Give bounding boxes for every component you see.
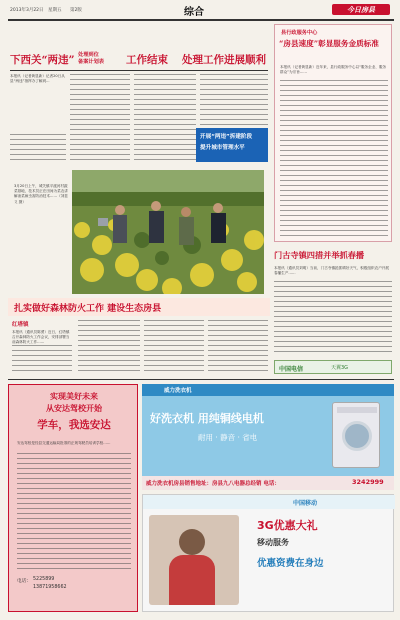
mobile-brand: 中国移动 xyxy=(293,500,318,507)
section-title: 综合 xyxy=(184,7,204,18)
mobile-line1: 3G优惠大礼 xyxy=(257,519,318,532)
school-phone2: 13871958662 xyxy=(33,585,67,590)
washer-brand: 威力洗衣机 xyxy=(164,388,192,394)
service-center-box xyxy=(274,24,392,242)
forest-body: 本报讯（通讯员陈勇）近日，红塔镇召开森林防火工作会议，安排部署当前森林防火工作…… xyxy=(12,330,70,344)
gate-story-body-lines xyxy=(274,281,392,355)
lead-body-col4 xyxy=(200,74,268,126)
washer-store-strip xyxy=(142,476,394,490)
school-headline2: 从安达驾校开始 xyxy=(46,403,102,413)
lead-body-col1 xyxy=(10,134,66,160)
washer-features: 耐用 · 静音 · 省电 xyxy=(198,433,258,442)
field-photo xyxy=(72,170,264,294)
forest-body-col4 xyxy=(208,320,268,375)
service-center-unit: 县行政服务中心 xyxy=(281,30,318,36)
headline-part2: 工作结束 xyxy=(126,54,168,66)
field-photo-image xyxy=(72,170,264,294)
school-body-lines xyxy=(17,453,131,571)
school-phone-label: 电话： xyxy=(17,579,32,584)
washer-store-phone: 3242999 xyxy=(352,478,384,486)
mobile-ad xyxy=(142,494,394,612)
paper-name: 今日房县 xyxy=(347,5,375,14)
mobile-line2: 移动服务 xyxy=(257,538,289,547)
mobile-promo-photo xyxy=(149,515,239,605)
headline-sub1: 处理到位 xyxy=(78,52,99,58)
page-number: 第2版 xyxy=(70,8,82,13)
school-headline3: 学车，我选安达 xyxy=(37,419,111,431)
telecom-slogan: 天翼3G xyxy=(331,365,349,371)
photo-caption-banner xyxy=(196,128,268,162)
school-body: 安达驾校是经县交通运输局批准的正规驾驶员培训学校…… xyxy=(17,441,111,445)
headline-rule xyxy=(10,70,268,71)
forest-body-col1 xyxy=(12,345,72,375)
lead-body-col3 xyxy=(134,74,196,160)
lead-body-col2 xyxy=(70,74,130,160)
gate-story-headline: 门古寺镇四措并举抓春播 xyxy=(274,250,365,260)
washer-machine-image xyxy=(332,402,380,468)
washer-title: 好洗衣机 用纯铜线电机 xyxy=(150,412,264,425)
telecom-brand: 中国电信 xyxy=(279,366,304,373)
service-center-headline: “房县速度”彰显服务金质标准 xyxy=(279,39,379,48)
ad-section-rule xyxy=(8,379,394,380)
masthead-rule xyxy=(8,19,394,21)
mobile-line3: 优惠资费在身边 xyxy=(257,558,324,569)
headline-part1: 下西关“两违” xyxy=(10,54,75,66)
photo-caption-line2: 提升城市管理水平 xyxy=(200,145,245,151)
day-line: 星期五 xyxy=(48,8,62,13)
paper-name-logo xyxy=(332,4,390,15)
mobile-ad-header xyxy=(143,495,395,509)
forest-headline: 扎实做好森林防火工作 建设生态房县 xyxy=(14,304,162,314)
lead-byline: 本报讯（记者黄显新）记者20日从县“两违”指挥办了解到... xyxy=(10,74,65,84)
school-phone1: 5225899 xyxy=(33,577,55,582)
lead-headline xyxy=(10,52,266,68)
photo-side-text: 3月20日上午，城关镇平渡河村蔬菜基地，技术员正在田间为菜农讲解油菜病虫害防治技术……（刘显义 摄） xyxy=(14,184,68,204)
forest-byline: 红塔镇 xyxy=(12,322,29,328)
gate-story-body: 本报讯（通讯员刘明）当前，门古寺镇抢抓晴好天气，积极组织农户开展春播生产…… xyxy=(274,266,389,276)
washer-ad-topstrip xyxy=(142,384,394,396)
date-line: 2013年3月22日 xyxy=(10,8,44,13)
telecom-ad xyxy=(274,360,392,374)
driving-school-ad xyxy=(8,384,138,612)
photo-caption-line1: 开展“两违”拆建阶段 xyxy=(200,134,253,140)
gate-story xyxy=(274,248,392,358)
service-center-body-lines xyxy=(280,80,388,240)
forest-body-col2 xyxy=(78,320,140,375)
masthead xyxy=(10,3,392,17)
forest-headline-band xyxy=(8,298,270,316)
service-center-body: 本报讯（记者黄显新）近年来，县行政服务中心以“服务企业、服务群众”为宗旨…… xyxy=(280,65,387,75)
washer-ad xyxy=(142,384,394,490)
headline-part3: 处理工作进展顺利 xyxy=(182,54,266,66)
forest-body-col3 xyxy=(144,320,204,375)
headline-sub2: 备案计划表 xyxy=(78,59,104,65)
school-headline1: 实现美好未来 xyxy=(50,391,98,401)
washer-store-line: 威力洗衣机房县销售地址：房县九八电器总经销 电话： xyxy=(146,481,280,487)
